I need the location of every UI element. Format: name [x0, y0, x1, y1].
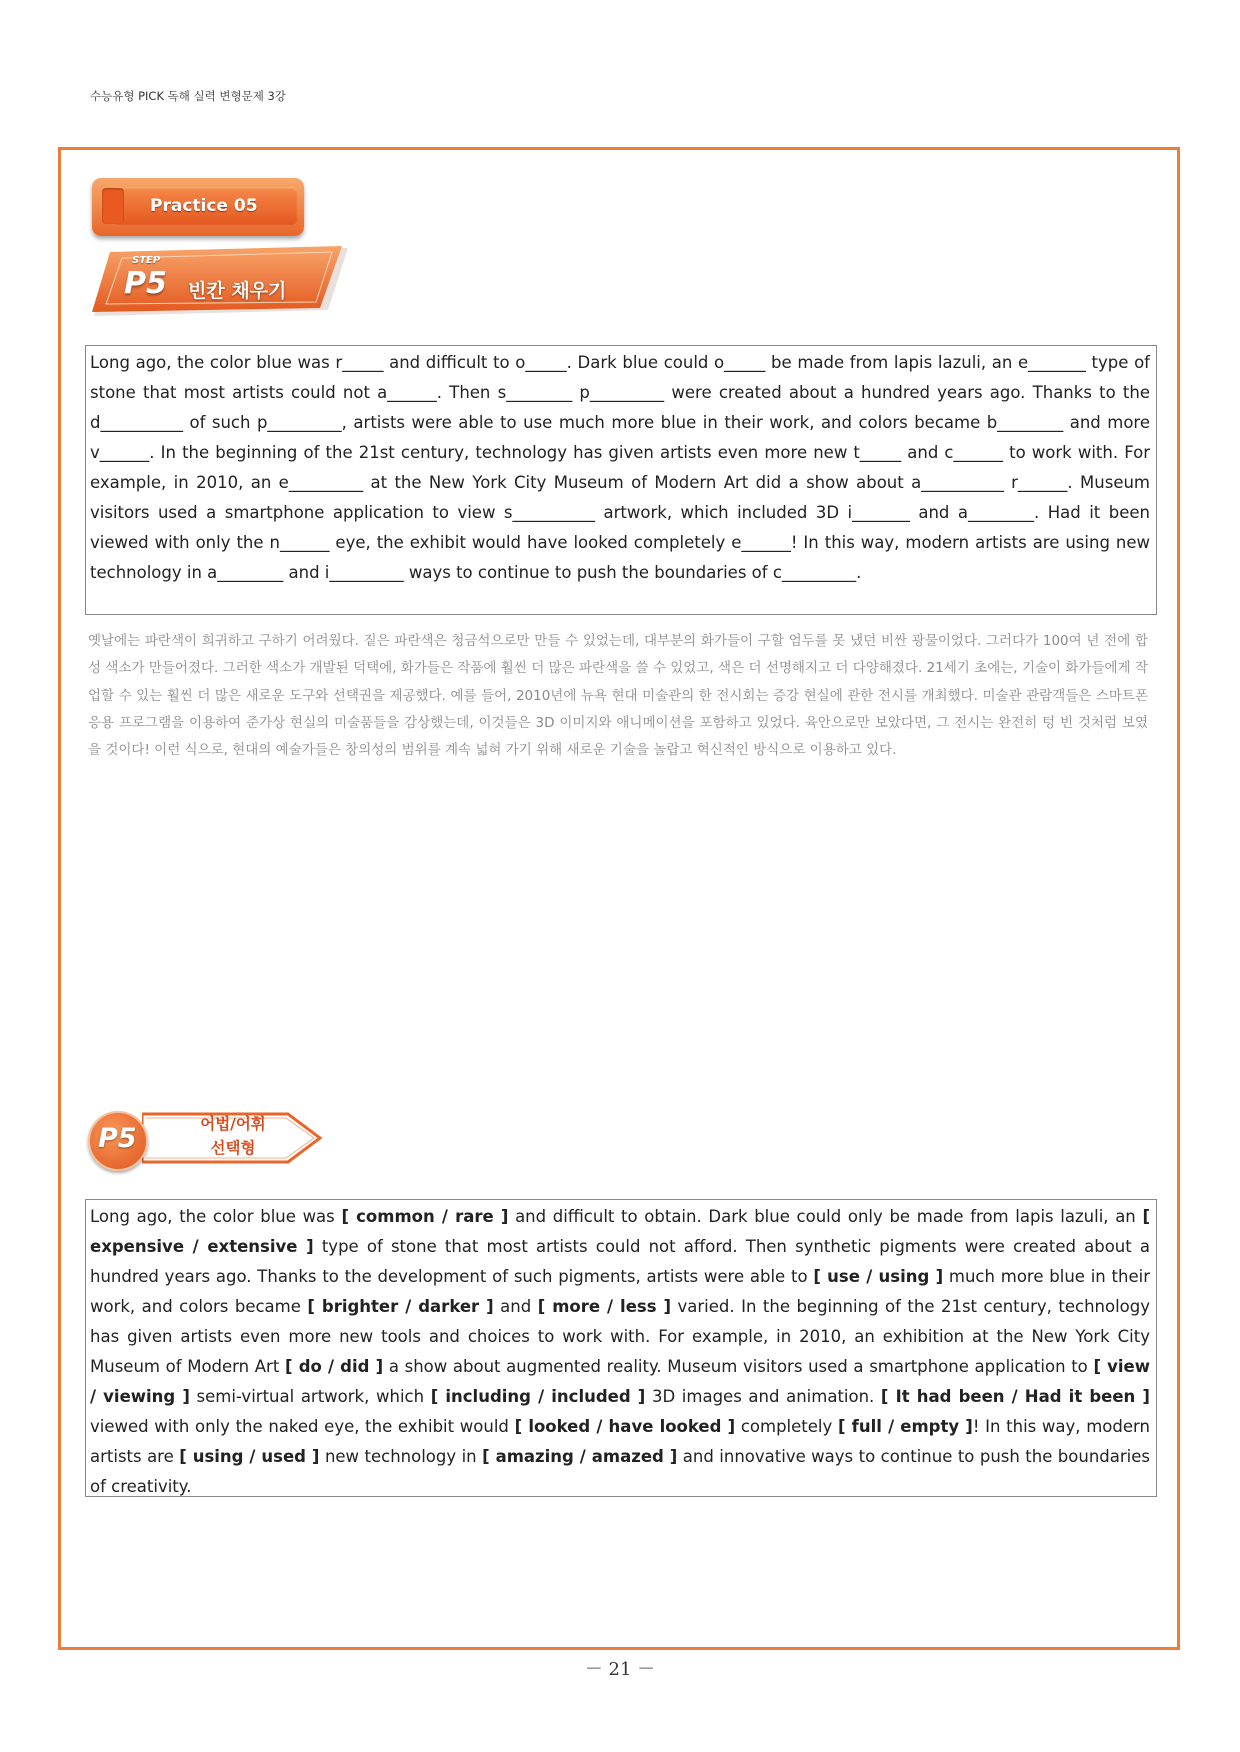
step-title: 빈칸 채우기	[188, 280, 287, 302]
grammar-code: P5	[98, 1123, 137, 1154]
choice-bracket: [ brighter / darker ]	[307, 1297, 494, 1316]
grammar-title-line1: 어법/어휘	[200, 1115, 266, 1133]
choice-bracket: [ full / empty ]	[837, 1417, 973, 1436]
passage-text: varied. In the beginning of the 21st century, technology has given artists even more new tools and choices to work with. For example, in 2010, an exhibition at the New York City Museum of Modern Art	[90, 1297, 1150, 1376]
passage-text: and	[493, 1297, 538, 1316]
passage-text: semi-virtual artwork, which	[189, 1387, 431, 1406]
passage-text: much more blue in their work, and colors became	[90, 1267, 1150, 1316]
passage-text: Long ago, the color blue was	[90, 1207, 342, 1226]
choice-bracket: [ use / using ]	[813, 1267, 944, 1286]
passage-text: type of stone that most artists could not afford. Then synthetic pigments were created about a hundred years ago. Thanks to the development of such pigments, artists were able to	[90, 1237, 1151, 1286]
grammar-passage	[85, 1199, 1157, 1497]
choice-bracket: [ including / included ]	[430, 1387, 646, 1406]
passage-text: 3D images and animation.	[645, 1387, 881, 1406]
choice-bracket: [ using / used ]	[179, 1447, 320, 1466]
page-number: － 21 －	[584, 1659, 656, 1680]
choice-bracket: [ looked / have looked ]	[514, 1417, 736, 1436]
passage-text: completely	[735, 1417, 838, 1436]
choice-bracket: [ common / rare ]	[341, 1207, 509, 1226]
practice-badge-square-icon	[102, 188, 124, 224]
fill-blank-text: Long ago, the color blue was r_____ and difficult to o_____. Dark blue could o_____ be made from lapis lazuli, an e_______ type of stone that most artists could not a______. Then s________ p_________ were created about a hundred years ago. Thanks to the d__________ of such p_________, artists were able to use much more blue in their work, and colors became b________ and more v______. In the beginning of the 21st century, technology has given artists even more new t_____ and c______ to work with. For example, in 2010, an e_________ at the New York City Museum of Modern Art did a show about a__________ r______. Museum visitors used a smartphone application to view s__________ artwork, which included 3D i_______ and a________. Had it been viewed with only the n______ eye, the exhibit would have looked completely e______! In this way, modern artists are using new technology in a________ and i_________ ways to continue to push the boundaries of c_________.	[90, 353, 1150, 582]
passage-text: and difficult to obtain. Dark blue could only be made from lapis lazuli, an	[508, 1207, 1143, 1226]
grammar-title-line2: 선택형	[210, 1139, 256, 1157]
korean-translation: 옛날에는 파란색이 희귀하고 구하기 어려웠다. 짙은 파란색은 청금석으로만 만들 수 있었는데, 대부분의 화가들이 구할 엄두를 못 냈던 비싼 광물이었다. 그러다가 100여 년 전에 합성 색소가 만들어졌다. 그러한 색소가 개발된 덕택에, 화가들은 작품에 훨씬 더 많은 파란색을 쓸 수 있었고, 색은 더 선명해지고 더 다양해졌다. 21세기 초에는, 기술이 화가들에게 작업할 수 있는 훨씬 더 많은 새로운 도구와 선택권을 제공했다. 예를 들어, 2010년에 뉴욕 현대 미술관의 한 전시회는 증강 현실에 관한 전시를 개최했다. 미술관 관람객들은 스마트폰 응용 프로그램을 이용하여 준가상 현실의 미술품들을 감상했는데, 이것들은 3D 이미지와 애니메이션을 포함하고 있었다. 육안으로만 보았다면, 그 전시는 완전히 텅 빈 것처럼 보였을 것이다! 이런 식으로, 현대의 예술가들은 창의성의 범위를 계속 넓혀 가기 위해 새로운 기술을 놀랍고 혁신적인 방식으로 이용하고 있다.	[88, 633, 1148, 759]
fill-blank-passage	[85, 345, 1157, 615]
passage-text: viewed with only the naked eye, the exhibit would	[90, 1417, 515, 1436]
practice-label: Practice 05	[150, 196, 258, 216]
choice-bracket: [ It had been / Had it been ]	[880, 1387, 1150, 1406]
grammar-section-badge	[88, 1106, 324, 1170]
step-banner	[92, 246, 348, 320]
passage-text: new technology in	[319, 1447, 483, 1466]
choice-bracket: [ amazing / amazed ]	[482, 1447, 678, 1466]
practice-badge	[92, 178, 304, 236]
step-word: STEP	[132, 255, 161, 266]
page-header: 수능유형 PICK 독해 실력 변형문제 3강	[90, 89, 286, 103]
passage-text: and innovative ways to continue to push the boundaries of creativity.	[90, 1447, 1150, 1496]
choice-bracket: [ view / viewing ]	[90, 1357, 1150, 1406]
choice-bracket: [ expensive / extensive ]	[90, 1207, 1150, 1256]
grammar-code-circle	[88, 1111, 148, 1171]
passage-text: ! In this way, modern artists are	[90, 1417, 1150, 1466]
step-code: P5	[124, 266, 167, 301]
passage-text: a show about augmented reality. Museum visitors used a smartphone application to	[383, 1357, 1094, 1376]
choice-bracket: [ do / did ]	[284, 1357, 384, 1376]
choice-bracket: [ more / less ]	[537, 1297, 672, 1316]
